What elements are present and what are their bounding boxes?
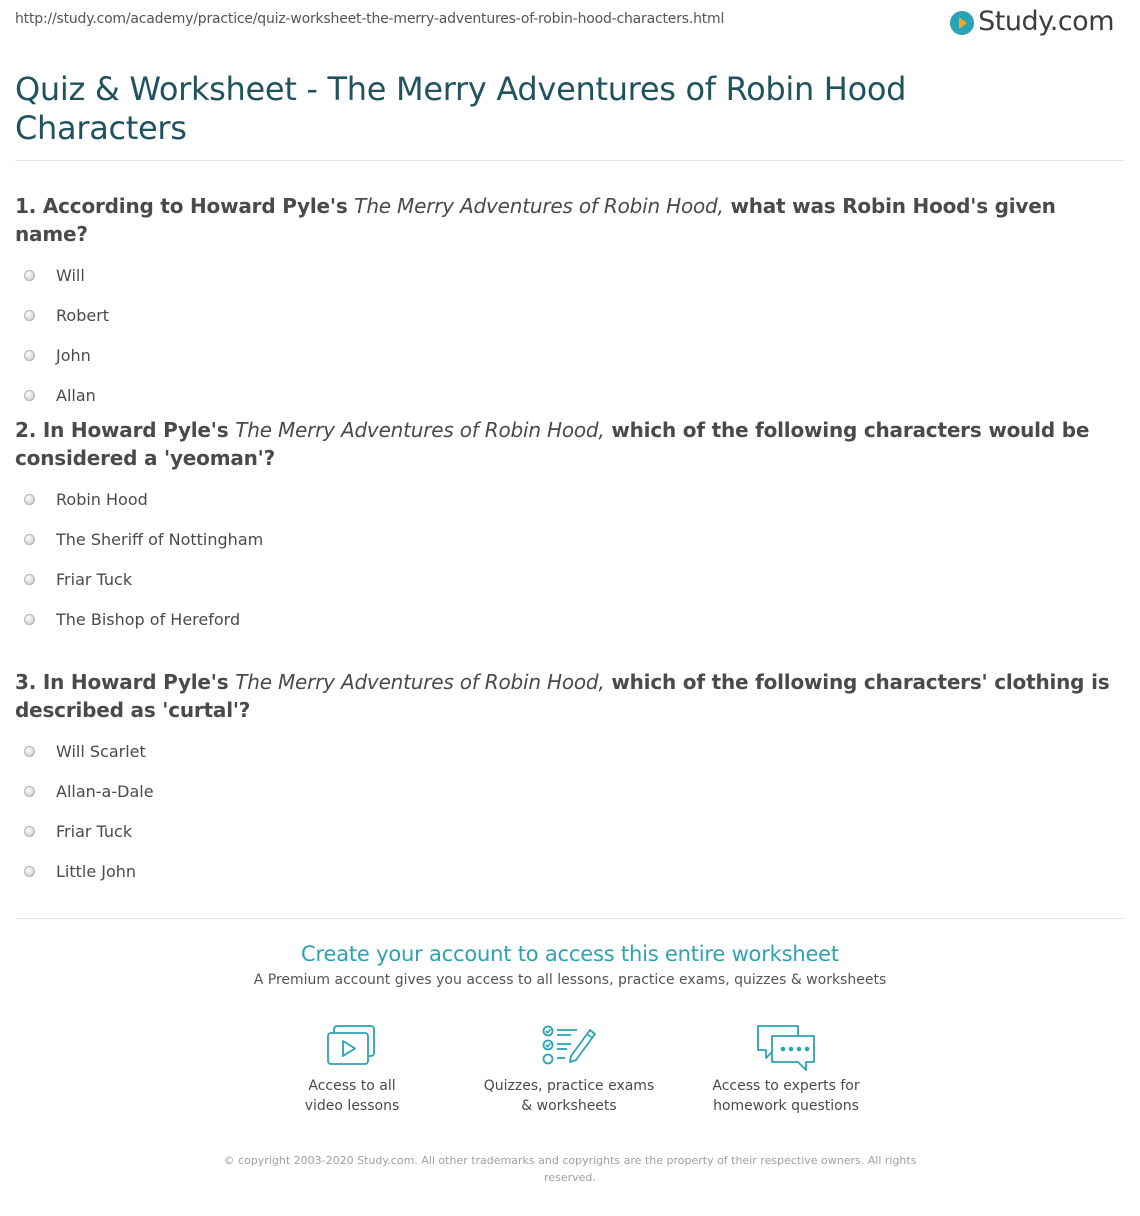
answer-option[interactable]: The Bishop of Hereford	[15, 599, 1125, 639]
answer-option[interactable]: Robert	[15, 295, 1125, 335]
study-logo[interactable]	[950, 6, 1114, 37]
feature-video-lessons	[252, 1024, 452, 1116]
radio-button[interactable]	[24, 826, 35, 837]
radio-button[interactable]	[24, 494, 35, 505]
answer-option[interactable]: Allan	[15, 375, 1125, 415]
question-3	[15, 668, 1125, 891]
divider	[15, 160, 1125, 161]
logo-text: Study.com	[978, 6, 1114, 37]
answer-option[interactable]: Robin Hood	[15, 479, 1125, 519]
radio-button[interactable]	[24, 534, 35, 545]
answer-options	[15, 479, 1125, 639]
radio-button[interactable]	[24, 786, 35, 797]
divider	[15, 918, 1125, 919]
feature-label-line: Access to all	[308, 1078, 396, 1094]
radio-button[interactable]	[24, 270, 35, 281]
answer-option[interactable]: Will	[15, 255, 1125, 295]
answer-option[interactable]: Allan-a-Dale	[15, 771, 1125, 811]
answer-option[interactable]: Little John	[15, 851, 1125, 891]
answer-options	[15, 731, 1125, 891]
question-text: 2. In Howard Pyle's The Merry Adventures of Robin Hood, which of the following characters would be considered a 'yeoman'?	[15, 418, 1090, 470]
answer-options	[15, 255, 1125, 415]
radio-button[interactable]	[24, 574, 35, 585]
cta-subtitle: A Premium account gives you access to all lessons, practice exams, quizzes & worksheets	[253, 972, 887, 988]
answer-option[interactable]: Will Scarlet	[15, 731, 1125, 771]
chat-bubbles-icon	[754, 1024, 818, 1074]
play-circle-logo-icon	[950, 11, 974, 35]
radio-button[interactable]	[24, 614, 35, 625]
feature-label-line: Access to experts for	[712, 1078, 860, 1094]
radio-button[interactable]	[24, 310, 35, 321]
radio-button[interactable]	[24, 866, 35, 877]
radio-button[interactable]	[24, 350, 35, 361]
answer-option[interactable]: Friar Tuck	[15, 559, 1125, 599]
question-1	[15, 192, 1125, 415]
create-account-link[interactable]: Create your account to access this entire worksheet	[301, 942, 839, 966]
feature-quizzes	[469, 1024, 669, 1116]
answer-option[interactable]: John	[15, 335, 1125, 375]
question-text: 1. According to Howard Pyle's The Merry Adventures of Robin Hood, what was Robin Hood's given name?	[15, 194, 1056, 246]
radio-button[interactable]	[24, 390, 35, 401]
question-text: 3. In Howard Pyle's The Merry Adventures of Robin Hood, which of the following characters' clothing is described as 'curtal'?	[15, 670, 1110, 722]
copyright-text: © copyright 2003-2020 Study.com. All other trademarks and copyrights are the property of their respective owners. All rights reserved.	[223, 1154, 917, 1184]
radio-button[interactable]	[24, 746, 35, 757]
feature-label-line: & worksheets	[521, 1098, 617, 1114]
video-lessons-icon	[326, 1024, 378, 1070]
feature-label-line: Quizzes, practice exams	[483, 1078, 655, 1094]
feature-label-line: video lessons	[304, 1098, 400, 1114]
page-title: Quiz & Worksheet - The Merry Adventures of Robin Hood Characters	[15, 70, 907, 147]
feature-experts	[686, 1024, 886, 1116]
quiz-checklist-icon	[541, 1024, 597, 1070]
page-url: http://study.com/academy/practice/quiz-worksheet-the-merry-adventures-of-robin-hood-characters.html	[15, 11, 725, 27]
question-2	[15, 416, 1125, 639]
answer-option[interactable]: Friar Tuck	[15, 811, 1125, 851]
feature-label-line: homework questions	[713, 1098, 859, 1114]
answer-option[interactable]: The Sheriff of Nottingham	[15, 519, 1125, 559]
